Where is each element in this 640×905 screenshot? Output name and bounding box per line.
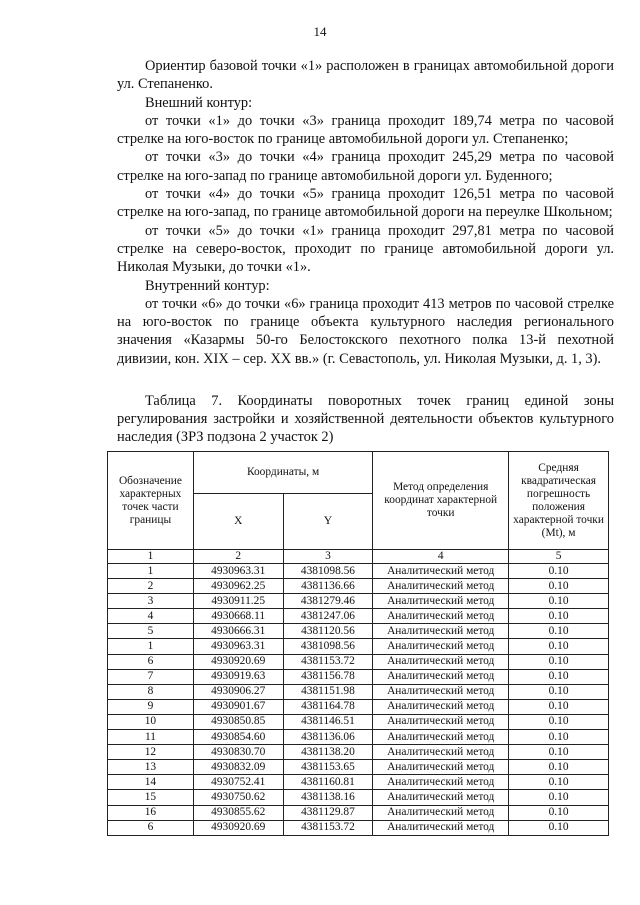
paragraph: от точки «3» до точки «4» граница проходит 245,29 метра по часовой стрелке на юго-запад по границе автомобильной дороги ул. Буденного; [117, 149, 614, 184]
table-row [108, 775, 609, 790]
header-error: Средняя квадратическая погрешность положения характерной точки (Mt), м [509, 452, 609, 550]
cell-method: Аналитический метод [373, 564, 509, 579]
cell-x: 4930855.62 [193, 805, 283, 820]
column-number: 5 [509, 550, 609, 564]
cell-point: 1 [108, 639, 194, 654]
cell-error: 0.10 [509, 609, 609, 624]
cell-y: 4381098.56 [283, 639, 373, 654]
cell-method: Аналитический метод [373, 714, 509, 729]
cell-point: 6 [108, 654, 194, 669]
cell-x: 4930962.25 [193, 579, 283, 594]
cell-method: Аналитический метод [373, 594, 509, 609]
cell-error: 0.10 [509, 805, 609, 820]
table-caption [117, 392, 614, 446]
cell-method: Аналитический метод [373, 790, 509, 805]
cell-error: 0.10 [509, 714, 609, 729]
cell-y: 4381279.46 [283, 594, 373, 609]
cell-error: 0.10 [509, 564, 609, 579]
cell-method: Аналитический метод [373, 805, 509, 820]
table-row [108, 669, 609, 684]
paragraph: Внутренний контур: [145, 277, 270, 294]
cell-x: 4930901.67 [193, 699, 283, 714]
table-row [108, 699, 609, 714]
cell-method: Аналитический метод [373, 730, 509, 745]
table-row [108, 745, 609, 760]
paragraph: от точки «6» до точки «6» граница проходит 413 метров по часовой стрелке на юго-восток по границе объекта культурного наследия регионального значения «Казармы 50-го Белостокского пехотного полка 13-й пехотной дивизии, кон. XIX – сер. XX вв.» (г. Севастополь, ул. Николая Музыки, д. 1, 3). [117, 295, 614, 367]
table-row [108, 790, 609, 805]
table-caption-text: Таблица 7. Координаты поворотных точек границ единой зоны регулирования застройки и хозяйственной деятельности объектов культурного наследия (ЗРЗ подзона 2 участок 2) [117, 393, 614, 445]
cell-y: 4381136.66 [283, 579, 373, 594]
cell-x: 4930906.27 [193, 684, 283, 699]
cell-y: 4381146.51 [283, 714, 373, 729]
table-row [108, 805, 609, 820]
table-row [108, 624, 609, 639]
cell-point: 9 [108, 699, 194, 714]
table-row [108, 820, 609, 835]
cell-method: Аналитический метод [373, 639, 509, 654]
cell-x: 4930668.11 [193, 609, 283, 624]
cell-method: Аналитический метод [373, 609, 509, 624]
cell-y: 4381153.72 [283, 820, 373, 835]
cell-x: 4930963.31 [193, 639, 283, 654]
cell-x: 4930850.85 [193, 714, 283, 729]
cell-method: Аналитический метод [373, 654, 509, 669]
table-row [108, 609, 609, 624]
cell-error: 0.10 [509, 594, 609, 609]
cell-x: 4930920.69 [193, 820, 283, 835]
cell-error: 0.10 [509, 669, 609, 684]
column-number: 4 [373, 550, 509, 564]
cell-method: Аналитический метод [373, 684, 509, 699]
cell-x: 4930911.25 [193, 594, 283, 609]
cell-method: Аналитический метод [373, 579, 509, 594]
column-number: 2 [193, 550, 283, 564]
table-row [108, 579, 609, 594]
cell-x: 4930752.41 [193, 775, 283, 790]
cell-y: 4381136.06 [283, 730, 373, 745]
cell-point: 13 [108, 760, 194, 775]
cell-error: 0.10 [509, 820, 609, 835]
cell-point: 7 [108, 669, 194, 684]
cell-y: 4381153.65 [283, 760, 373, 775]
cell-error: 0.10 [509, 639, 609, 654]
cell-point: 1 [108, 564, 194, 579]
cell-y: 4381129.87 [283, 805, 373, 820]
table-row [108, 564, 609, 579]
cell-method: Аналитический метод [373, 669, 509, 684]
cell-point: 15 [108, 790, 194, 805]
cell-x: 4930854.60 [193, 730, 283, 745]
cell-y: 4381156.78 [283, 669, 373, 684]
cell-method: Аналитический метод [373, 775, 509, 790]
cell-x: 4930666.31 [193, 624, 283, 639]
cell-error: 0.10 [509, 790, 609, 805]
table-row [108, 714, 609, 729]
table-row [108, 639, 609, 654]
cell-point: 5 [108, 624, 194, 639]
cell-point: 6 [108, 820, 194, 835]
cell-y: 4381138.16 [283, 790, 373, 805]
cell-error: 0.10 [509, 654, 609, 669]
table-row [108, 730, 609, 745]
cell-y: 4381153.72 [283, 654, 373, 669]
cell-y: 4381098.56 [283, 564, 373, 579]
table-row [108, 594, 609, 609]
cell-point: 8 [108, 684, 194, 699]
cell-error: 0.10 [509, 730, 609, 745]
page-number: 14 [313, 24, 327, 39]
cell-method: Аналитический метод [373, 745, 509, 760]
column-number: 3 [283, 550, 373, 564]
cell-method: Аналитический метод [373, 699, 509, 714]
paragraph: от точки «5» до точки «1» граница проходит 297,81 метра по часовой стрелке на северо-восток, проходит по границе автомобильной дороги ул. Николая Музыки, до точки «1». [117, 222, 614, 276]
cell-error: 0.10 [509, 760, 609, 775]
cell-point: 12 [108, 745, 194, 760]
paragraph: Ориентир базовой точки «1» расположен в границах автомобильной дороги ул. Степаненко. [117, 58, 614, 93]
cell-point: 3 [108, 594, 194, 609]
header-method: Метод определения координат характерной точки [373, 452, 509, 550]
table-row [108, 684, 609, 699]
cell-x: 4930919.63 [193, 669, 283, 684]
header-y: Y [283, 494, 373, 550]
coordinates-table [107, 451, 609, 836]
body-text [117, 57, 614, 368]
cell-point: 4 [108, 609, 194, 624]
cell-error: 0.10 [509, 745, 609, 760]
table-row [108, 654, 609, 669]
cell-x: 4930830.70 [193, 745, 283, 760]
cell-x: 4930832.09 [193, 760, 283, 775]
header-coords: Координаты, м [193, 452, 372, 494]
header-point: Обозначение характерных точек части границы [108, 452, 194, 550]
cell-method: Аналитический метод [373, 820, 509, 835]
cell-y: 4381160.81 [283, 775, 373, 790]
cell-point: 11 [108, 730, 194, 745]
table-row [108, 760, 609, 775]
paragraph: от точки «4» до точки «5» граница проходит 126,51 метра по часовой стрелке на юго-запад, по границе автомобильной дороги на переулке Школьном; [117, 186, 614, 221]
header-x: X [193, 494, 283, 550]
cell-y: 4381247.06 [283, 609, 373, 624]
cell-error: 0.10 [509, 699, 609, 714]
cell-y: 4381138.20 [283, 745, 373, 760]
cell-error: 0.10 [509, 684, 609, 699]
cell-error: 0.10 [509, 579, 609, 594]
cell-error: 0.10 [509, 775, 609, 790]
paragraph: от точки «1» до точки «3» граница проходит 189,74 метра по часовой стрелке на юго-восток по границе автомобильной дороги ул. Степаненко; [117, 112, 614, 148]
cell-y: 4381120.56 [283, 624, 373, 639]
cell-y: 4381151.98 [283, 684, 373, 699]
cell-y: 4381164.78 [283, 699, 373, 714]
column-number: 1 [108, 550, 194, 564]
cell-point: 14 [108, 775, 194, 790]
cell-error: 0.10 [509, 624, 609, 639]
cell-point: 16 [108, 805, 194, 820]
cell-point: 2 [108, 579, 194, 594]
cell-point: 10 [108, 714, 194, 729]
cell-method: Аналитический метод [373, 760, 509, 775]
cell-x: 4930920.69 [193, 654, 283, 669]
cell-x: 4930750.62 [193, 790, 283, 805]
cell-method: Аналитический метод [373, 624, 509, 639]
paragraph: Внешний контур: [145, 94, 253, 111]
cell-x: 4930963.31 [193, 564, 283, 579]
